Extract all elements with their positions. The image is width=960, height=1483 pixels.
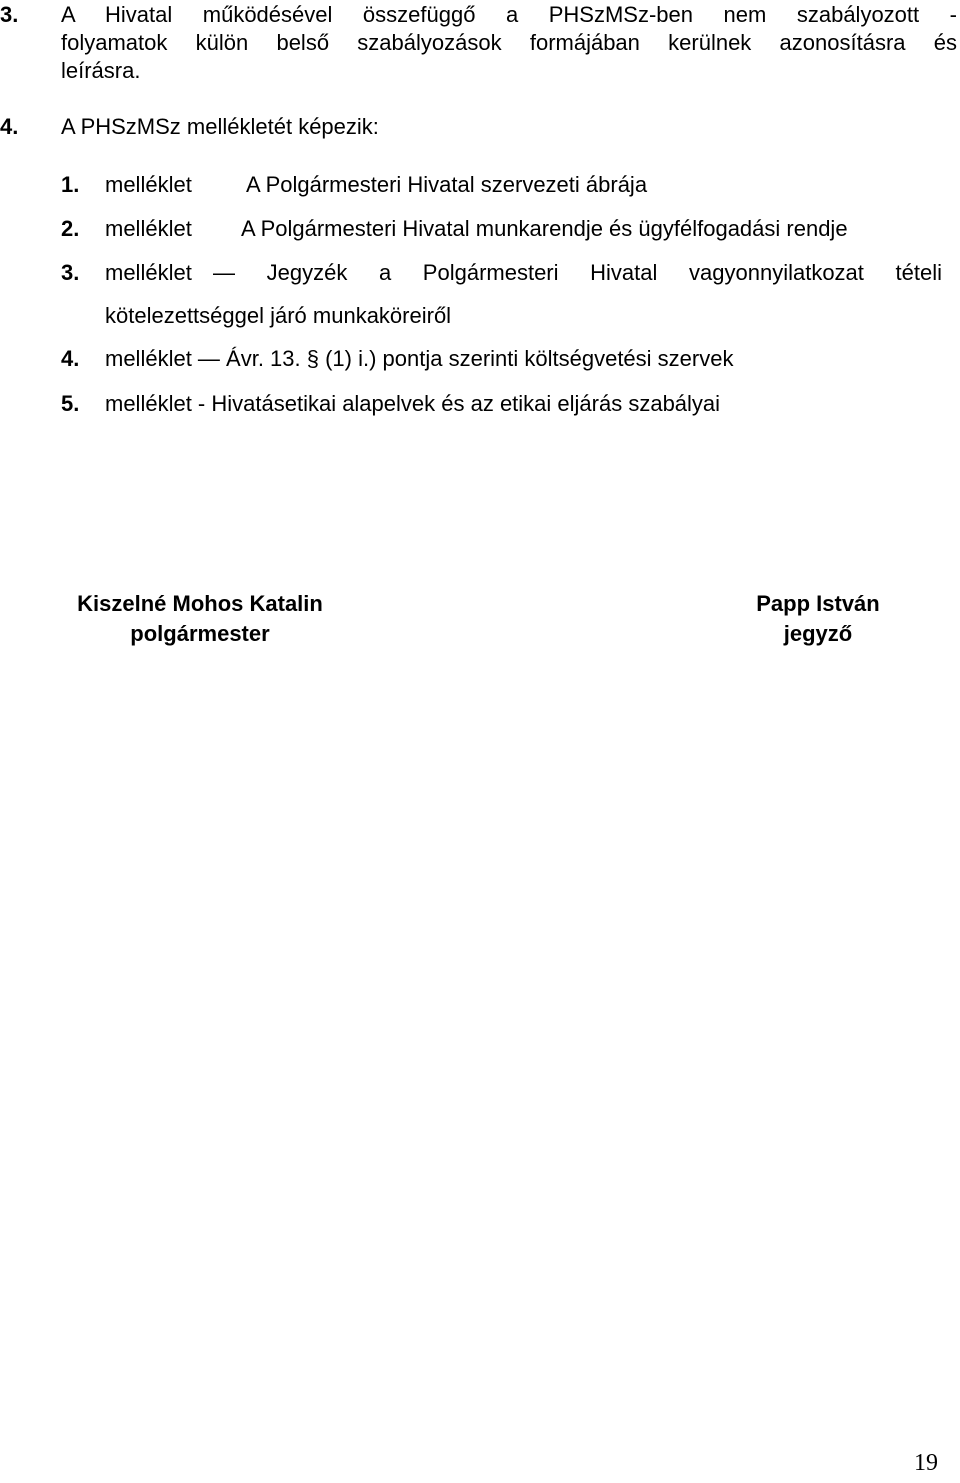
- page-number: 19: [914, 1450, 938, 1476]
- annex-2-title: A Polgármesteri Hivatal munkarendje és ügyfélfogadási rendje: [241, 216, 848, 241]
- section-3-line-2: folyamatok külön belső szabályozások formájában kerülnek azonosításra és: [61, 30, 957, 55]
- annex-4-number: 4.: [61, 346, 80, 371]
- annex-3-title-line-1: — Jegyzék a Polgármesteri Hivatal vagyonnyilatkozat tételi: [213, 260, 942, 285]
- annex-1-title: A Polgármesteri Hivatal szervezeti ábrája: [246, 172, 648, 197]
- annex-1-number: 1.: [61, 172, 80, 197]
- annex-5-title: melléklet - Hivatásetikai alapelvek és az etikai eljárás szabályai: [105, 391, 721, 416]
- signature-right: [688, 589, 948, 649]
- section-3-number: 3.: [0, 2, 19, 27]
- signature-left-name: Kiszelné Mohos Katalin: [77, 591, 323, 616]
- annex-5-number: 5.: [61, 391, 80, 416]
- section-4-number: 4.: [0, 114, 19, 139]
- annex-1-label: melléklet: [105, 172, 192, 197]
- signature-left-title: polgármester: [130, 621, 270, 646]
- section-4-heading: A PHSzMSz mellékletét képezik:: [61, 114, 379, 139]
- annex-3-number: 3.: [61, 260, 80, 285]
- annex-4-title: melléklet — Ávr. 13. § (1) i.) pontja szerinti költségvetési szervek: [105, 346, 734, 371]
- signature-right-name: Papp István: [756, 591, 880, 616]
- annex-3-title-line-2: kötelezettséggel járó munkaköreiről: [105, 303, 452, 328]
- annex-3-label: melléklet: [105, 260, 192, 285]
- section-3-line-1: A Hivatal működésével összefüggő a PHSzMSz-ben nem szabályozott -: [61, 2, 957, 27]
- signature-right-title: jegyző: [783, 621, 853, 646]
- signature-left: [40, 589, 360, 649]
- annex-2-label: melléklet: [105, 216, 192, 241]
- annex-2-number: 2.: [61, 216, 80, 241]
- section-3-line-3: leírásra.: [61, 58, 141, 83]
